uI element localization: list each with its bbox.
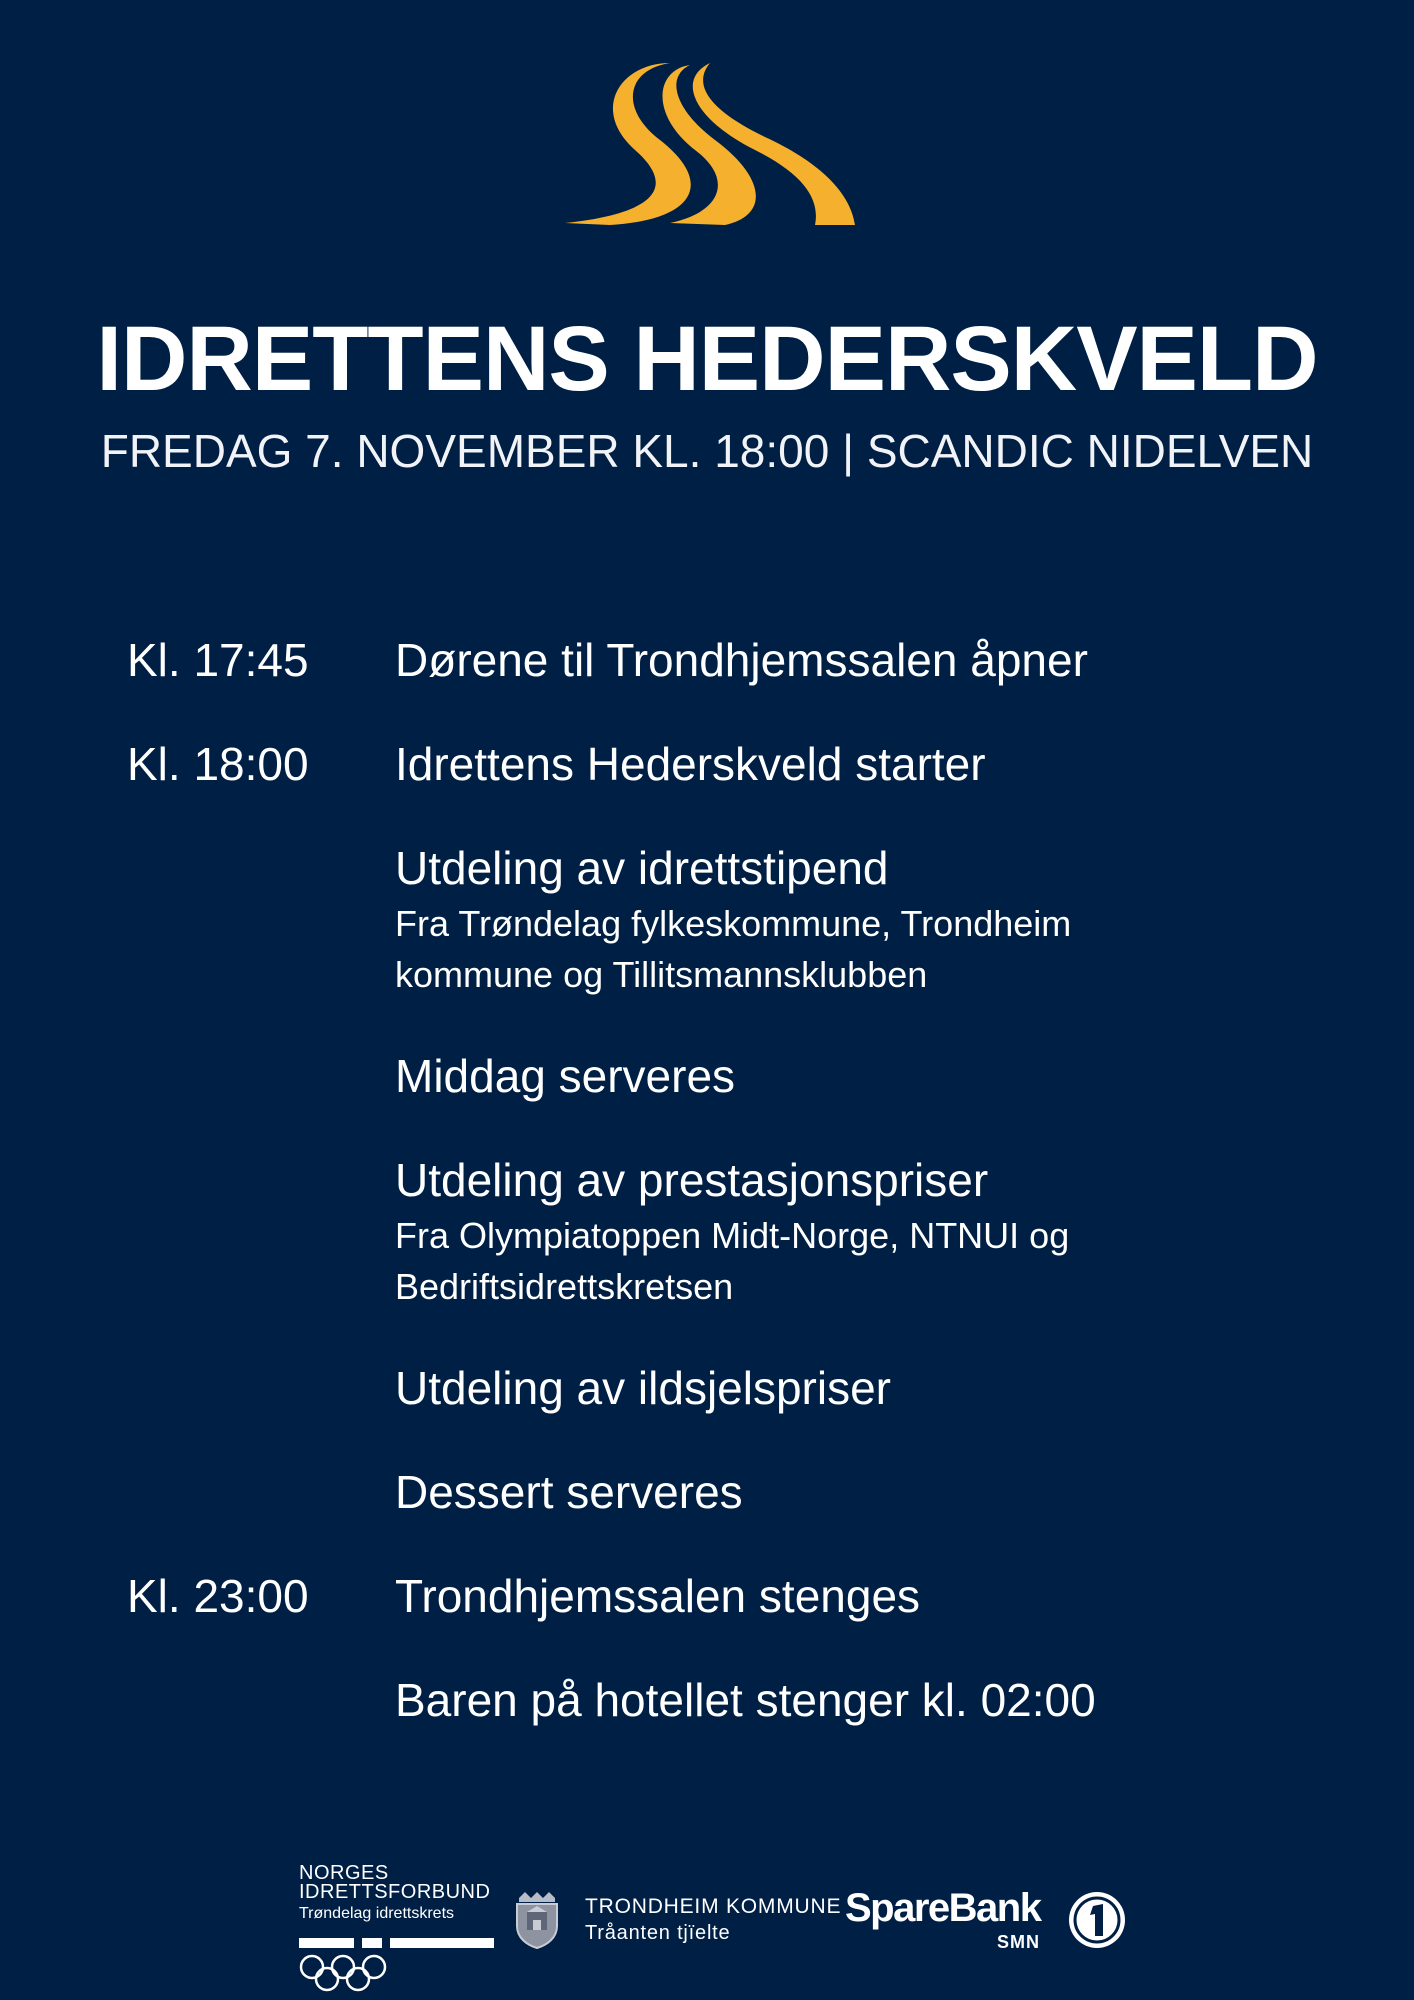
program-row bbox=[127, 632, 1287, 688]
program-event bbox=[395, 1464, 1287, 1520]
program-row bbox=[127, 736, 1287, 792]
nif-region: Trøndelag idrettskrets bbox=[299, 1905, 455, 1922]
program-event bbox=[395, 1152, 1287, 1312]
program-event-title: Middag serveres bbox=[395, 1050, 736, 1102]
event-subtitle: FREDAG 7. NOVEMBER KL. 18:00 | SCANDIC NIDELVEN bbox=[100, 425, 1314, 477]
program-event-description: Fra Trøndelag fylkeskommune, Trondheim kommune og Tillitsmannsklubben bbox=[395, 903, 1072, 995]
trondheim-kommune-name: TRONDHEIM KOMMUNE bbox=[585, 1895, 842, 1918]
trondheim-kommune-subname: Tråanten tjïelte bbox=[585, 1922, 731, 1944]
nif-line-1: NORGES bbox=[299, 1862, 389, 1884]
program-time: Kl. 17:45 bbox=[127, 634, 309, 686]
sparebank-1-icon bbox=[1067, 1890, 1127, 1950]
sparebank-region: SMN bbox=[997, 1932, 1040, 1952]
program-row bbox=[127, 840, 1287, 1000]
program-event bbox=[395, 840, 1287, 1000]
program-event-title: Trondhjemssalen stenges bbox=[395, 1570, 921, 1622]
nif-line-2: IDRETTSFORBUND bbox=[299, 1881, 491, 1903]
coat-of-arms-icon bbox=[513, 1890, 561, 1950]
program-event bbox=[395, 1360, 1287, 1416]
nif-bars-icon bbox=[299, 1938, 494, 1948]
olympic-rings-icon bbox=[299, 1954, 387, 1994]
program-event-title: Utdeling av prestasjonspriser bbox=[395, 1154, 989, 1206]
program-time: Kl. 18:00 bbox=[127, 738, 309, 790]
program-row bbox=[127, 1464, 1287, 1520]
program-event bbox=[395, 632, 1287, 688]
program-event-title: Dørene til Trondhjemssalen åpner bbox=[395, 634, 1088, 686]
program-row bbox=[127, 1568, 1287, 1624]
program-event-title: Dessert serveres bbox=[395, 1466, 743, 1518]
program-row bbox=[127, 1360, 1287, 1416]
program-event-title: Baren på hotellet stenger kl. 02:00 bbox=[395, 1674, 1096, 1726]
sparebank-name: SpareBank bbox=[845, 1886, 1041, 1930]
event-title: IDRETTENS HEDERSKVELD bbox=[96, 308, 1318, 410]
program-row bbox=[127, 1048, 1287, 1104]
curved-road-logo-icon bbox=[565, 55, 855, 225]
program-event bbox=[395, 1672, 1287, 1728]
program-list bbox=[127, 632, 1287, 1776]
sparebank-logo bbox=[845, 1886, 1125, 1956]
program-row bbox=[127, 1672, 1287, 1728]
program-event-description: Fra Olympiatoppen Midt-Norge, NTNUI og Bedriftsidrettskretsen bbox=[395, 1215, 1070, 1307]
nif-logo bbox=[299, 1864, 494, 1924]
sponsor-footer bbox=[295, 1860, 1125, 1980]
program-event-title: Utdeling av idrettstipend bbox=[395, 842, 889, 894]
program-time: Kl. 23:00 bbox=[127, 1570, 309, 1622]
program-event bbox=[395, 736, 1287, 792]
trondheim-kommune-logo bbox=[585, 1894, 841, 1946]
program-event bbox=[395, 1048, 1287, 1104]
program-event-title: Utdeling av ildsjelspriser bbox=[395, 1362, 891, 1414]
program-event bbox=[395, 1568, 1287, 1624]
program-event-title: Idrettens Hederskveld starter bbox=[395, 738, 986, 790]
program-row bbox=[127, 1152, 1287, 1312]
